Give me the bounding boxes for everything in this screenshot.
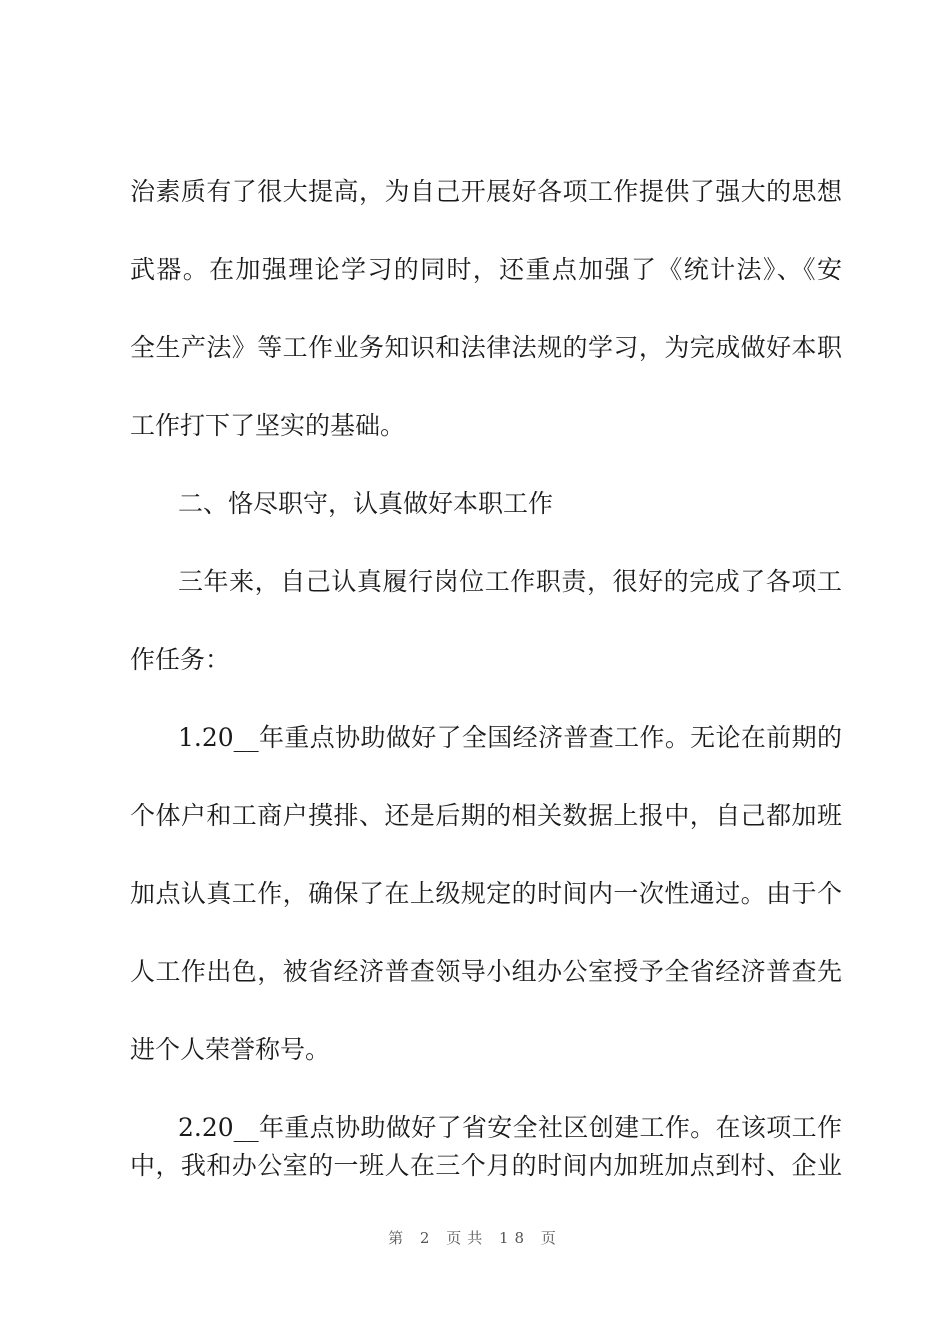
list-item-line: 1.20__年重点协助做好了全国经济普查工作。无论在前期的 — [178, 723, 842, 752]
body-text-line: 全生产法》等工作业务知识和法律法规的学习，为完成做好本职 — [130, 333, 842, 362]
body-text-line: 武器。在加强理论学习的同时，还重点加强了《统计法》、《安 — [130, 255, 842, 284]
section-heading: 二、恪尽职守，认真做好本职工作 — [178, 489, 554, 518]
body-text-line: 三年来，自己认真履行岗位工作职责，很好的完成了各项工 — [178, 567, 842, 596]
list-item-line: 2.20__年重点协助做好了省安全社区创建工作。在该项工作 — [178, 1113, 842, 1142]
body-text-line: 中，我和办公室的一班人在三个月的时间内加班加点到村、企业 — [130, 1151, 842, 1180]
body-text-line: 人工作出色，被省经济普查领导小组办公室授予全省经济普查先 — [130, 957, 842, 986]
body-text-line: 个体户和工商户摸排、还是后期的相关数据上报中，自己都加班 — [130, 801, 842, 830]
page-footer: 第 2 页共 18 页 — [388, 1229, 562, 1247]
body-text-line: 加点认真工作，确保了在上级规定的时间内一次性通过。由于个 — [130, 879, 842, 908]
body-text-line: 作任务： — [130, 645, 231, 674]
body-text-line: 治素质有了很大提高，为自己开展好各项工作提供了强大的思想 — [130, 177, 842, 206]
body-text-line: 进个人荣誉称号。 — [130, 1035, 331, 1064]
body-text-line: 工作打下了坚实的基础。 — [130, 411, 406, 440]
